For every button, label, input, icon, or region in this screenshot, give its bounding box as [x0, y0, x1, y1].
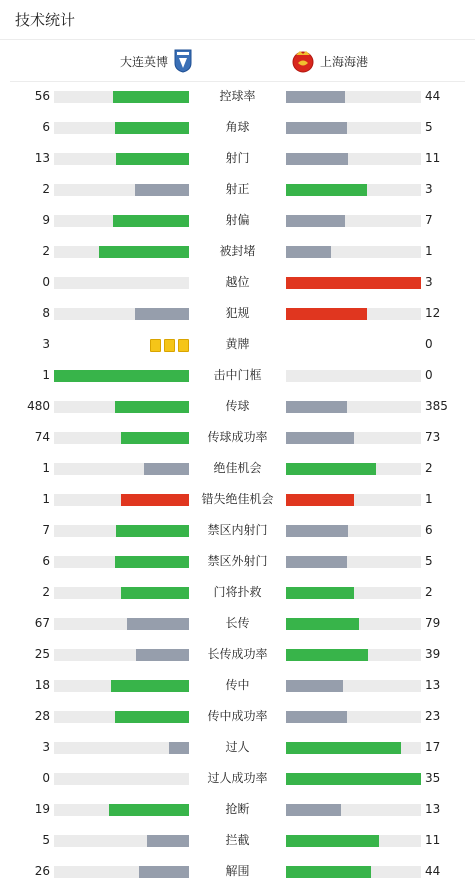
away-bar [286, 494, 354, 506]
stat-row [0, 391, 475, 422]
home-bar [127, 618, 189, 630]
stat-row [0, 143, 475, 174]
away-value: 2 [425, 585, 433, 599]
stat-label: 控球率 [219, 89, 256, 103]
home-value: 1 [42, 368, 50, 382]
page-title [0, 0, 475, 40]
home-bar [113, 215, 189, 227]
away-bar [286, 463, 376, 475]
away-value: 1 [425, 244, 433, 258]
stat-row [0, 484, 475, 515]
stat-label: 抢断 [225, 802, 250, 816]
away-bar [286, 215, 345, 227]
stat-row [0, 577, 475, 608]
away-value: 3 [425, 275, 433, 289]
away-bar-track [286, 804, 421, 816]
teams-header [10, 40, 465, 82]
home-value: 3 [42, 740, 50, 754]
away-value: 5 [425, 120, 433, 134]
stat-row [0, 515, 475, 546]
stat-row [0, 546, 475, 577]
away-bar-track [286, 215, 421, 227]
home-value: 5 [42, 833, 50, 847]
home-value: 28 [34, 709, 50, 723]
dalian-crest-icon [174, 49, 192, 73]
shanghai-port-crest-icon [292, 49, 314, 73]
home-value: 7 [42, 523, 50, 537]
away-value: 35 [425, 771, 441, 785]
home-bar-track [54, 494, 189, 506]
home-bar-track [54, 370, 189, 382]
away-bar-track [286, 835, 421, 847]
home-bar-track [54, 153, 189, 165]
home-bar [99, 246, 189, 258]
away-value: 2 [425, 461, 433, 475]
stat-label: 射偏 [225, 213, 250, 227]
stat-row [0, 298, 475, 329]
home-bar-track [54, 432, 189, 444]
home-value: 9 [42, 213, 50, 227]
stat-label: 过人成功率 [207, 771, 268, 785]
away-bar [286, 649, 368, 661]
home-bar [135, 308, 189, 320]
away-bar [286, 556, 347, 568]
stat-label: 犯规 [225, 306, 250, 320]
away-bar [286, 711, 347, 723]
home-bar-track [54, 308, 189, 320]
stat-row [0, 825, 475, 856]
away-bar-track [286, 649, 421, 661]
home-value: 8 [42, 306, 50, 320]
yellow-card-icon [150, 339, 161, 352]
away-value: 44 [425, 864, 441, 878]
away-bar [286, 680, 343, 692]
home-value: 26 [34, 864, 50, 878]
away-bar-track [286, 153, 421, 165]
home-bar [121, 432, 189, 444]
away-value: 44 [425, 89, 441, 103]
away-bar-track [286, 122, 421, 134]
away-bar [286, 153, 348, 165]
away-bar [286, 91, 345, 103]
home-value: 67 [34, 616, 50, 630]
yellow-card-icon [164, 339, 175, 352]
away-bar [286, 525, 348, 537]
stat-row [0, 112, 475, 143]
stat-row [0, 422, 475, 453]
away-bar-track [286, 618, 421, 630]
away-bar [286, 587, 354, 599]
home-bar [144, 463, 189, 475]
stat-label: 拦截 [225, 833, 250, 847]
home-value: 0 [42, 771, 50, 785]
stat-label: 禁区内射门 [207, 523, 268, 537]
away-bar [286, 804, 341, 816]
home-bar [135, 184, 189, 196]
home-value: 25 [34, 647, 50, 661]
away-value: 0 [425, 337, 433, 351]
away-bar [286, 246, 331, 258]
away-value: 13 [425, 802, 441, 816]
stat-label: 传中成功率 [207, 709, 268, 723]
away-value: 11 [425, 151, 441, 165]
stat-row [0, 701, 475, 732]
stat-row [0, 81, 475, 112]
home-bar-track [54, 742, 189, 754]
home-bar-track [54, 525, 189, 537]
home-value: 2 [42, 585, 50, 599]
yellow-card-icon [178, 339, 189, 352]
home-bar [109, 804, 189, 816]
away-bar-track [286, 711, 421, 723]
home-value: 3 [42, 337, 50, 351]
away-bar [286, 122, 347, 134]
away-value: 73 [425, 430, 441, 444]
home-bar-track [54, 463, 189, 475]
home-bar-track [54, 618, 189, 630]
stat-row [0, 639, 475, 670]
stat-label: 解围 [225, 864, 250, 878]
away-bar [286, 866, 371, 878]
away-bar [286, 618, 359, 630]
away-value: 385 [425, 399, 448, 413]
away-value: 79 [425, 616, 441, 630]
away-bar [286, 308, 367, 320]
away-bar [286, 432, 354, 444]
home-bar [147, 835, 189, 847]
stat-label: 射正 [225, 182, 250, 196]
away-bar-track [286, 91, 421, 103]
home-value: 6 [42, 120, 50, 134]
stats-list [0, 81, 475, 887]
stat-label: 长传成功率 [207, 647, 268, 661]
away-bar-track [286, 184, 421, 196]
stat-row [0, 174, 475, 205]
away-value: 5 [425, 554, 433, 568]
away-bar-track [286, 246, 421, 258]
stat-label: 门将扑救 [213, 585, 262, 599]
home-bar-track [54, 711, 189, 723]
home-bar [116, 153, 189, 165]
stat-label: 传球成功率 [207, 430, 268, 444]
home-bar [54, 370, 189, 382]
home-value: 480 [27, 399, 50, 413]
away-bar-track [286, 277, 421, 289]
home-bar-track [54, 835, 189, 847]
home-bar [115, 401, 189, 413]
stat-row [0, 856, 475, 887]
home-team-name: 大连英博 [119, 54, 168, 69]
away-team-name: 上海海港 [320, 54, 369, 69]
away-value: 1 [425, 492, 433, 506]
home-bar-track [54, 587, 189, 599]
home-bar-track [54, 866, 189, 878]
stat-row [0, 205, 475, 236]
home-bar [121, 494, 189, 506]
stat-label: 击中门框 [213, 368, 262, 382]
home-bar-track [54, 91, 189, 103]
home-bar-track [54, 277, 189, 289]
away-bar-track [286, 773, 421, 785]
away-bar [286, 773, 421, 785]
stat-label: 禁区外射门 [207, 554, 268, 568]
stat-row [0, 360, 475, 391]
away-bar-track [286, 463, 421, 475]
home-bar [169, 742, 189, 754]
stat-label: 长传 [225, 616, 250, 630]
home-value: 0 [42, 275, 50, 289]
away-value: 23 [425, 709, 441, 723]
away-bar-track [286, 432, 421, 444]
away-bar [286, 742, 401, 754]
home-bar-track [54, 401, 189, 413]
stat-row [0, 453, 475, 484]
away-bar-track [286, 556, 421, 568]
home-value: 2 [42, 244, 50, 258]
stat-label: 传球 [225, 399, 250, 413]
away-bar-track [286, 680, 421, 692]
stat-row [0, 236, 475, 267]
away-value: 0 [425, 368, 433, 382]
stat-row [0, 794, 475, 825]
away-value: 13 [425, 678, 441, 692]
stat-label: 错失绝佳机会 [201, 492, 274, 506]
home-bar-track [54, 246, 189, 258]
away-value: 12 [425, 306, 441, 320]
home-bar [139, 866, 189, 878]
away-value: 11 [425, 833, 441, 847]
stat-row [0, 763, 475, 794]
home-bar-track [54, 680, 189, 692]
away-bar-track [286, 587, 421, 599]
away-bar [286, 835, 379, 847]
away-bar-track [286, 742, 421, 754]
yellow-cards [150, 339, 189, 351]
stat-label: 越位 [225, 275, 250, 289]
stat-row [0, 608, 475, 639]
home-bar [116, 525, 189, 537]
away-bar-track [286, 525, 421, 537]
away-bar-track [286, 494, 421, 506]
stat-row [0, 267, 475, 298]
stat-label: 黄牌 [225, 337, 250, 351]
stat-row [0, 732, 475, 763]
home-bar [121, 587, 189, 599]
home-bar [115, 711, 189, 723]
home-bar [111, 680, 189, 692]
home-value: 2 [42, 182, 50, 196]
stat-label: 射门 [225, 151, 250, 165]
away-bar-track [286, 308, 421, 320]
away-value: 7 [425, 213, 433, 227]
stat-label: 被封堵 [219, 244, 256, 258]
away-value: 39 [425, 647, 441, 661]
home-value: 1 [42, 461, 50, 475]
away-value: 17 [425, 740, 441, 754]
home-bar-track [54, 804, 189, 816]
home-value: 13 [34, 151, 50, 165]
home-bar-track [54, 773, 189, 785]
home-bar [115, 122, 189, 134]
home-value: 6 [42, 554, 50, 568]
home-value: 56 [34, 89, 50, 103]
home-bar-track [54, 122, 189, 134]
home-team[interactable] [120, 40, 192, 82]
stat-label: 过人 [225, 740, 250, 754]
away-value: 3 [425, 182, 433, 196]
stat-label: 绝佳机会 [213, 461, 262, 475]
away-team[interactable] [292, 40, 368, 82]
stat-row [0, 670, 475, 701]
home-value: 74 [34, 430, 50, 444]
home-value: 18 [34, 678, 50, 692]
home-value: 1 [42, 492, 50, 506]
away-bar [286, 277, 421, 289]
away-bar [286, 401, 347, 413]
away-bar-track [286, 866, 421, 878]
home-bar [113, 91, 189, 103]
away-value: 6 [425, 523, 433, 537]
home-value: 19 [34, 802, 50, 816]
home-bar-track [54, 556, 189, 568]
away-bar [286, 184, 367, 196]
home-bar [115, 556, 189, 568]
stat-label: 传中 [225, 678, 250, 692]
home-bar-track [54, 215, 189, 227]
away-bar-track [286, 401, 421, 413]
stat-label: 角球 [225, 120, 250, 134]
away-bar-track [286, 370, 421, 382]
page-title-text: 技术统计 [15, 11, 76, 29]
home-bar-track [54, 184, 189, 196]
home-bar [136, 649, 189, 661]
stat-row [0, 329, 475, 360]
home-bar-track [54, 649, 189, 661]
